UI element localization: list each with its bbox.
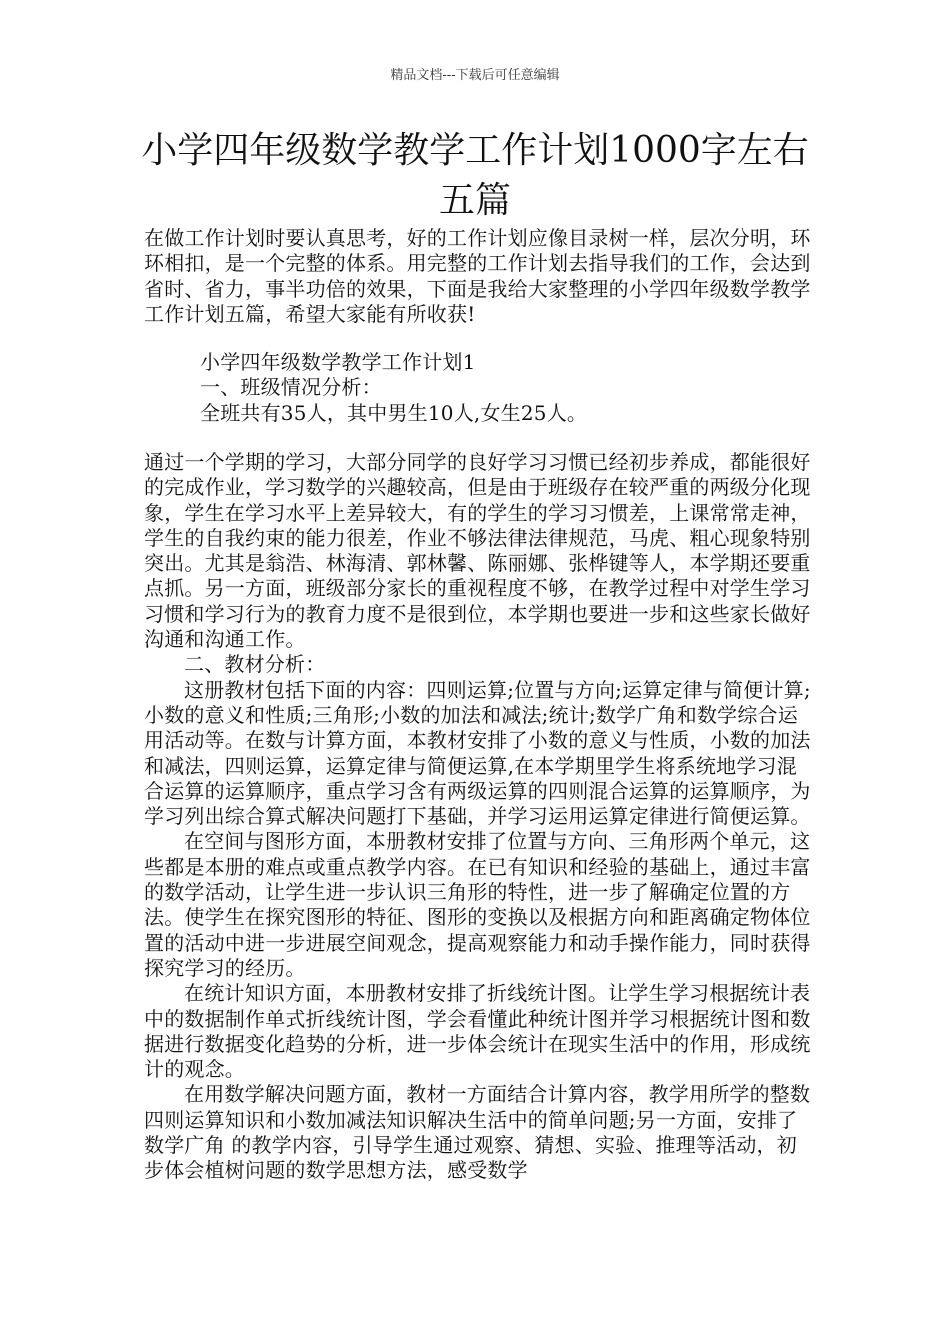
class-analysis-paragraph: 通过一个学期的学习，大部分同学的良好学习习惯已经初步养成，都能很好的完成作业，学习数学的兴趣较高，但是由于班级存在较严重的两级分化现象，学生在学习水平上差异较大，有的学生的学习习惯差，上课常常走神，学生的自我约束的能力很差，作业不够法律法律规范，马虎、粗心现象特别突出。尤其是翁浩、林海清、郭林馨、陈丽娜、张桦键等人，本学期还要重点抓。另一方面，班级部分家长的重视程度不够，在教学过程中对学生学习习惯和学习行为的教育力度不是很到位，本学期也要进一步和这些家长做好沟通和沟通工作。 [144,450,811,652]
statistics-paragraph: 在统计知识方面，本册教材安排了折线统计图。让学生学习根据统计表中的数据制作单式折线统计图，学会看懂此种统计图并学习根据统计图和数据进行数据变化趋势的分析，进一步体会统计在现实生活中的作用，形成统计的观念。 [144,981,811,1082]
title-line-2: 五篇 [438,180,511,221]
intro-paragraph: 在做工作计划时要认真思考，好的工作计划应像目录树一样，层次分明，环环相扣，是一个完整的体系。用完整的工作计划去指导我们的工作，会达到省时、省力，事半功倍的效果，下面是我给大家整理的小学四年级数学教学工作计划五篇，希望大家能有所收获! [144,226,811,326]
plan-1-header [200,350,820,426]
title-line-1: 小学四年级数学教学工作计划1000字左右 [141,130,809,171]
section-2-heading: 二、教材分析： [184,652,326,677]
main-content [144,450,812,1184]
space-geometry-paragraph: 在空间与图形方面，本册教材安排了位置与方向、三角形两个单元，这些都是本册的难点或重点教学内容。在已有知识和经验的基础上，通过丰富的数学活动，让学生进一步认识三角形的特性，进一步了解确定位置的方法。使学生在探究图形的特征、图形的变换以及根据方向和距离确定物体位置的活动中进一步进展空间观念，提高观察能力和动手操作能力，同时获得探究学习的经历。 [144,829,811,980]
problem-solving-paragraph: 在用数学解决问题方面，教材一方面结合计算内容，教学用所学的整数四则运算知识和小数加减法知识解决生活中的简单问题;另一方面，安排了 数学广角 的教学内容，引导学生通过观察、猜想、实验、推理等活动，初步体会植树问题的数学思想方法，感受数学 [144,1082,811,1183]
document-title [120,126,830,226]
section-1-heading: 一、班级情况分析： [200,375,382,400]
plan-title: 小学四年级数学教学工作计划1 [200,350,476,374]
textbook-content-paragraph: 这册教材包括下面的内容：四则运算;位置与方向;运算定律与简便计算;小数的意义和性质;三角形;小数的加法和减法;统计;数学广角和数学综合运用活动等。在数与计算方面，本教材安排了小数的意义与性质，小数的加法和减法，四则运算，运算定律与简便运算,在本学期里学生将系统地学习混合运算的运算顺序，重点学习含有两级运算的四则混合运算的运算顺序，为学习列出综合算式解决问题打下基础，并学习运用运算定律进行简便运算。 [144,677,811,829]
class-summary: 全班共有35人，其中男生10人,女生25人。 [200,400,588,425]
header-note: 精品文档---下载后可任意编辑 [390,68,560,83]
